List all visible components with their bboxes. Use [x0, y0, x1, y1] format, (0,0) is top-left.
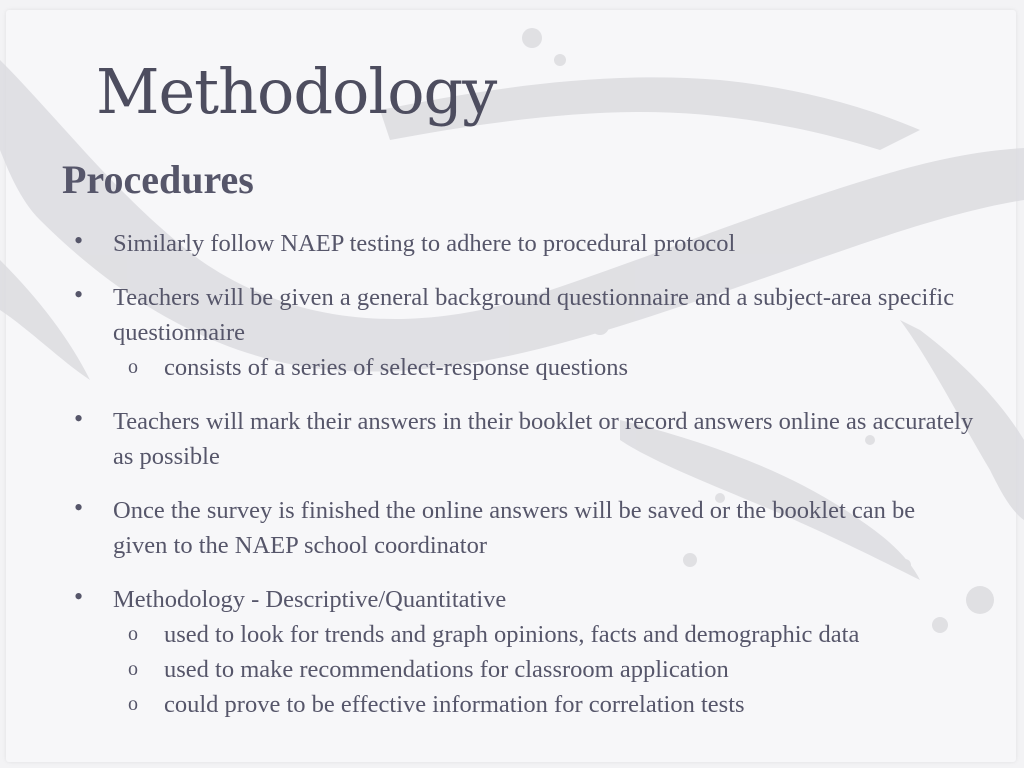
bullet-item [74, 493, 974, 563]
bullet-marker: • [74, 582, 84, 611]
sub-bullet-marker: o [128, 623, 138, 645]
bullet-text: Similarly follow NAEP testing to adhere to procedural protocol [113, 230, 736, 257]
bullet-text: Teachers will mark their answers in their booklet or record answers online as accurately as possible [113, 408, 974, 470]
sub-bullet-marker: o [128, 356, 138, 378]
sub-bullet-item [74, 687, 974, 722]
bullet-item [74, 404, 974, 474]
sub-bullet-text: could prove to be effective information for correlation tests [164, 691, 745, 718]
bullet-text: Teachers will be given a general background questionnaire and a subject-area specific questionnaire [113, 284, 955, 346]
sub-bullet-marker: o [128, 693, 138, 715]
sub-bullet-item [74, 350, 974, 385]
sub-bullet-item [74, 652, 974, 687]
bullet-marker: • [74, 404, 84, 433]
slide-title: Methodology [96, 55, 497, 128]
sub-bullet-marker: o [128, 658, 138, 680]
bullet-item [74, 226, 974, 261]
sub-bullet-text: used to look for trends and graph opinions, facts and demographic data [164, 621, 860, 648]
bullet-text: Methodology - Descriptive/Quantitative [113, 586, 507, 613]
bullet-list [74, 226, 974, 741]
sub-bullet-text: used to make recommendations for classroom application [164, 656, 729, 683]
slide-subtitle: Procedures [62, 157, 254, 202]
bullet-text: Once the survey is finished the online answers will be saved or the booklet can be given to the NAEP school coordinator [113, 497, 916, 559]
bullet-marker: • [74, 493, 84, 522]
bullet-item [74, 582, 974, 722]
bullet-item [74, 280, 974, 385]
sub-bullet-text: consists of a series of select-response questions [164, 354, 629, 381]
bullet-marker: • [74, 280, 84, 309]
sub-bullet-item [74, 617, 974, 652]
bullet-marker: • [74, 226, 84, 255]
